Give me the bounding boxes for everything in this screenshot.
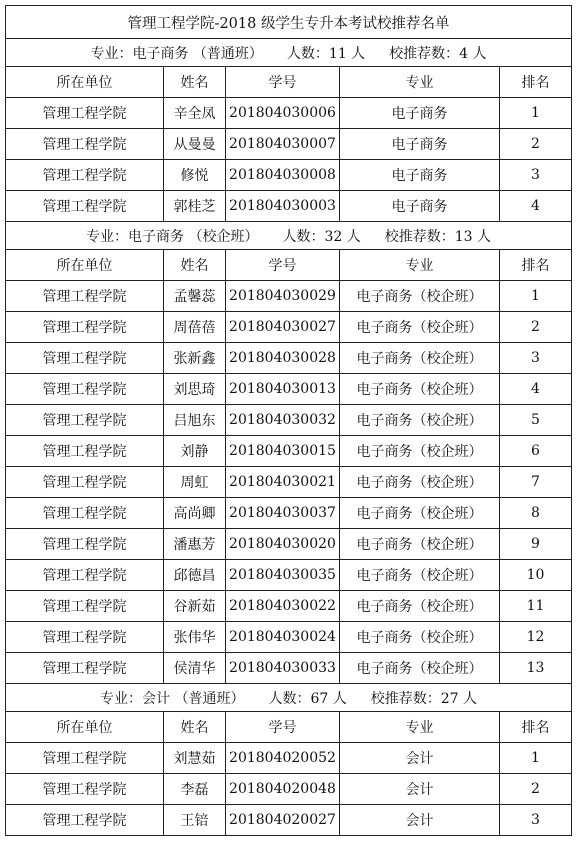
section-header	[6, 222, 572, 250]
name-cell: 王锫	[164, 805, 226, 836]
section-header	[6, 684, 572, 712]
major-cell: 会计	[340, 805, 500, 836]
major-cell: 电子商务	[340, 160, 500, 191]
name-cell: 孟馨蕊	[164, 281, 226, 312]
rank-cell: 1	[500, 98, 572, 129]
section-recommended-label: 校推荐数：13 人	[384, 228, 491, 245]
column-header: 排名	[500, 67, 572, 98]
name-cell: 周蓓蓓	[164, 312, 226, 343]
unit-cell: 管理工程学院	[6, 467, 164, 498]
major-cell: 电子商务（校企班）	[340, 622, 500, 653]
column-header: 姓名	[164, 712, 226, 743]
student-id-cell: 201804030024	[226, 622, 340, 653]
unit-cell: 管理工程学院	[6, 774, 164, 805]
column-header: 所在单位	[6, 250, 164, 281]
name-cell: 刘慧茹	[164, 743, 226, 774]
table-row	[6, 560, 572, 591]
major-cell: 电子商务（校企班）	[340, 436, 500, 467]
student-id-cell: 201804030037	[226, 498, 340, 529]
unit-cell: 管理工程学院	[6, 591, 164, 622]
unit-cell: 管理工程学院	[6, 653, 164, 684]
rank-cell: 4	[500, 374, 572, 405]
recommendation-list-sheet	[5, 5, 571, 836]
name-cell: 侯清华	[164, 653, 226, 684]
unit-cell: 管理工程学院	[6, 129, 164, 160]
column-header: 学号	[226, 67, 340, 98]
title-row	[6, 6, 572, 39]
section-major-label: 专业：会计 （普通班）	[100, 690, 245, 707]
student-id-cell: 201804030027	[226, 312, 340, 343]
unit-cell: 管理工程学院	[6, 743, 164, 774]
unit-cell: 管理工程学院	[6, 98, 164, 129]
rank-cell: 10	[500, 560, 572, 591]
name-cell: 李磊	[164, 774, 226, 805]
column-header-row	[6, 250, 572, 281]
table-row	[6, 591, 572, 622]
section-header-row	[6, 684, 572, 712]
major-cell: 电子商务（校企班）	[340, 312, 500, 343]
rank-cell: 5	[500, 405, 572, 436]
section-header	[6, 39, 572, 67]
name-cell: 刘思琦	[164, 374, 226, 405]
table-row	[6, 774, 572, 805]
student-id-cell: 201804030015	[226, 436, 340, 467]
column-header: 排名	[500, 712, 572, 743]
rank-cell: 4	[500, 191, 572, 222]
major-cell: 电子商务（校企班）	[340, 343, 500, 374]
table-row	[6, 743, 572, 774]
major-cell: 电子商务（校企班）	[340, 281, 500, 312]
major-cell: 电子商务（校企班）	[340, 374, 500, 405]
column-header: 专业	[340, 250, 500, 281]
table-row	[6, 805, 572, 836]
name-cell: 谷新茹	[164, 591, 226, 622]
section-major-label: 专业：电子商务 （校企班）	[86, 228, 259, 245]
name-cell: 辛全凤	[164, 98, 226, 129]
table-row	[6, 467, 572, 498]
major-cell: 电子商务	[340, 129, 500, 160]
major-cell: 电子商务（校企班）	[340, 405, 500, 436]
rank-cell: 12	[500, 622, 572, 653]
name-cell: 张新鑫	[164, 343, 226, 374]
student-id-cell: 201804030032	[226, 405, 340, 436]
table-row	[6, 405, 572, 436]
table-row	[6, 160, 572, 191]
student-id-cell: 201804030028	[226, 343, 340, 374]
section-header-row	[6, 222, 572, 250]
student-id-cell: 201804030020	[226, 529, 340, 560]
table-row	[6, 191, 572, 222]
table-body	[6, 6, 572, 836]
major-cell: 电子商务	[340, 98, 500, 129]
name-cell: 邱德昌	[164, 560, 226, 591]
section-count-label: 人数：67 人	[268, 690, 347, 707]
major-cell: 电子商务	[340, 191, 500, 222]
rank-cell: 1	[500, 743, 572, 774]
unit-cell: 管理工程学院	[6, 436, 164, 467]
major-cell: 会计	[340, 774, 500, 805]
rank-cell: 11	[500, 591, 572, 622]
major-cell: 电子商务（校企班）	[340, 591, 500, 622]
name-cell: 潘惠芳	[164, 529, 226, 560]
table-row	[6, 374, 572, 405]
rank-cell: 1	[500, 281, 572, 312]
student-id-cell: 201804020052	[226, 743, 340, 774]
section-count-label: 人数：32 人	[282, 228, 361, 245]
student-id-cell: 201804030035	[226, 560, 340, 591]
table-row	[6, 281, 572, 312]
unit-cell: 管理工程学院	[6, 281, 164, 312]
document-title: 管理工程学院-2018 级学生专升本考试校推荐名单	[6, 6, 572, 39]
major-cell: 电子商务（校企班）	[340, 529, 500, 560]
section-major-label: 专业：电子商务 （普通班）	[90, 45, 263, 62]
unit-cell: 管理工程学院	[6, 529, 164, 560]
column-header-row	[6, 67, 572, 98]
student-id-cell: 201804030033	[226, 653, 340, 684]
recommendation-table	[5, 5, 572, 836]
rank-cell: 8	[500, 498, 572, 529]
student-id-cell: 201804030007	[226, 129, 340, 160]
column-header: 学号	[226, 712, 340, 743]
student-id-cell: 201804030003	[226, 191, 340, 222]
column-header: 姓名	[164, 67, 226, 98]
column-header: 所在单位	[6, 712, 164, 743]
name-cell: 张伟华	[164, 622, 226, 653]
column-header: 所在单位	[6, 67, 164, 98]
column-header: 姓名	[164, 250, 226, 281]
section-count-label: 人数：11 人	[286, 45, 366, 62]
rank-cell: 3	[500, 160, 572, 191]
name-cell: 吕旭东	[164, 405, 226, 436]
major-cell: 会计	[340, 743, 500, 774]
student-id-cell: 201804030006	[226, 98, 340, 129]
major-cell: 电子商务（校企班）	[340, 653, 500, 684]
major-cell: 电子商务（校企班）	[340, 467, 500, 498]
name-cell: 高尚卿	[164, 498, 226, 529]
student-id-cell: 201804030022	[226, 591, 340, 622]
rank-cell: 3	[500, 343, 572, 374]
table-row	[6, 622, 572, 653]
student-id-cell: 201804030013	[226, 374, 340, 405]
column-header: 专业	[340, 712, 500, 743]
column-header: 学号	[226, 250, 340, 281]
table-row	[6, 436, 572, 467]
column-header: 专业	[340, 67, 500, 98]
name-cell: 周虹	[164, 467, 226, 498]
rank-cell: 9	[500, 529, 572, 560]
unit-cell: 管理工程学院	[6, 560, 164, 591]
table-row	[6, 129, 572, 160]
table-row	[6, 498, 572, 529]
table-row	[6, 529, 572, 560]
rank-cell: 2	[500, 312, 572, 343]
name-cell: 刘静	[164, 436, 226, 467]
table-row	[6, 653, 572, 684]
rank-cell: 3	[500, 805, 572, 836]
section-recommended-label: 校推荐数：4 人	[389, 45, 487, 62]
table-row	[6, 98, 572, 129]
name-cell: 从曼曼	[164, 129, 226, 160]
unit-cell: 管理工程学院	[6, 312, 164, 343]
major-cell: 电子商务（校企班）	[340, 560, 500, 591]
unit-cell: 管理工程学院	[6, 374, 164, 405]
section-header-row	[6, 39, 572, 67]
rank-cell: 13	[500, 653, 572, 684]
unit-cell: 管理工程学院	[6, 498, 164, 529]
student-id-cell: 201804030008	[226, 160, 340, 191]
name-cell: 修悦	[164, 160, 226, 191]
unit-cell: 管理工程学院	[6, 805, 164, 836]
column-header-row	[6, 712, 572, 743]
student-id-cell: 201804030021	[226, 467, 340, 498]
major-cell: 电子商务（校企班）	[340, 498, 500, 529]
rank-cell: 7	[500, 467, 572, 498]
student-id-cell: 201804030029	[226, 281, 340, 312]
column-header: 排名	[500, 250, 572, 281]
unit-cell: 管理工程学院	[6, 191, 164, 222]
name-cell: 郭桂芝	[164, 191, 226, 222]
student-id-cell: 201804020027	[226, 805, 340, 836]
unit-cell: 管理工程学院	[6, 622, 164, 653]
unit-cell: 管理工程学院	[6, 343, 164, 374]
section-recommended-label: 校推荐数：27 人	[370, 690, 477, 707]
rank-cell: 2	[500, 129, 572, 160]
rank-cell: 6	[500, 436, 572, 467]
table-row	[6, 312, 572, 343]
student-id-cell: 201804020048	[226, 774, 340, 805]
unit-cell: 管理工程学院	[6, 160, 164, 191]
unit-cell: 管理工程学院	[6, 405, 164, 436]
rank-cell: 2	[500, 774, 572, 805]
table-row	[6, 343, 572, 374]
